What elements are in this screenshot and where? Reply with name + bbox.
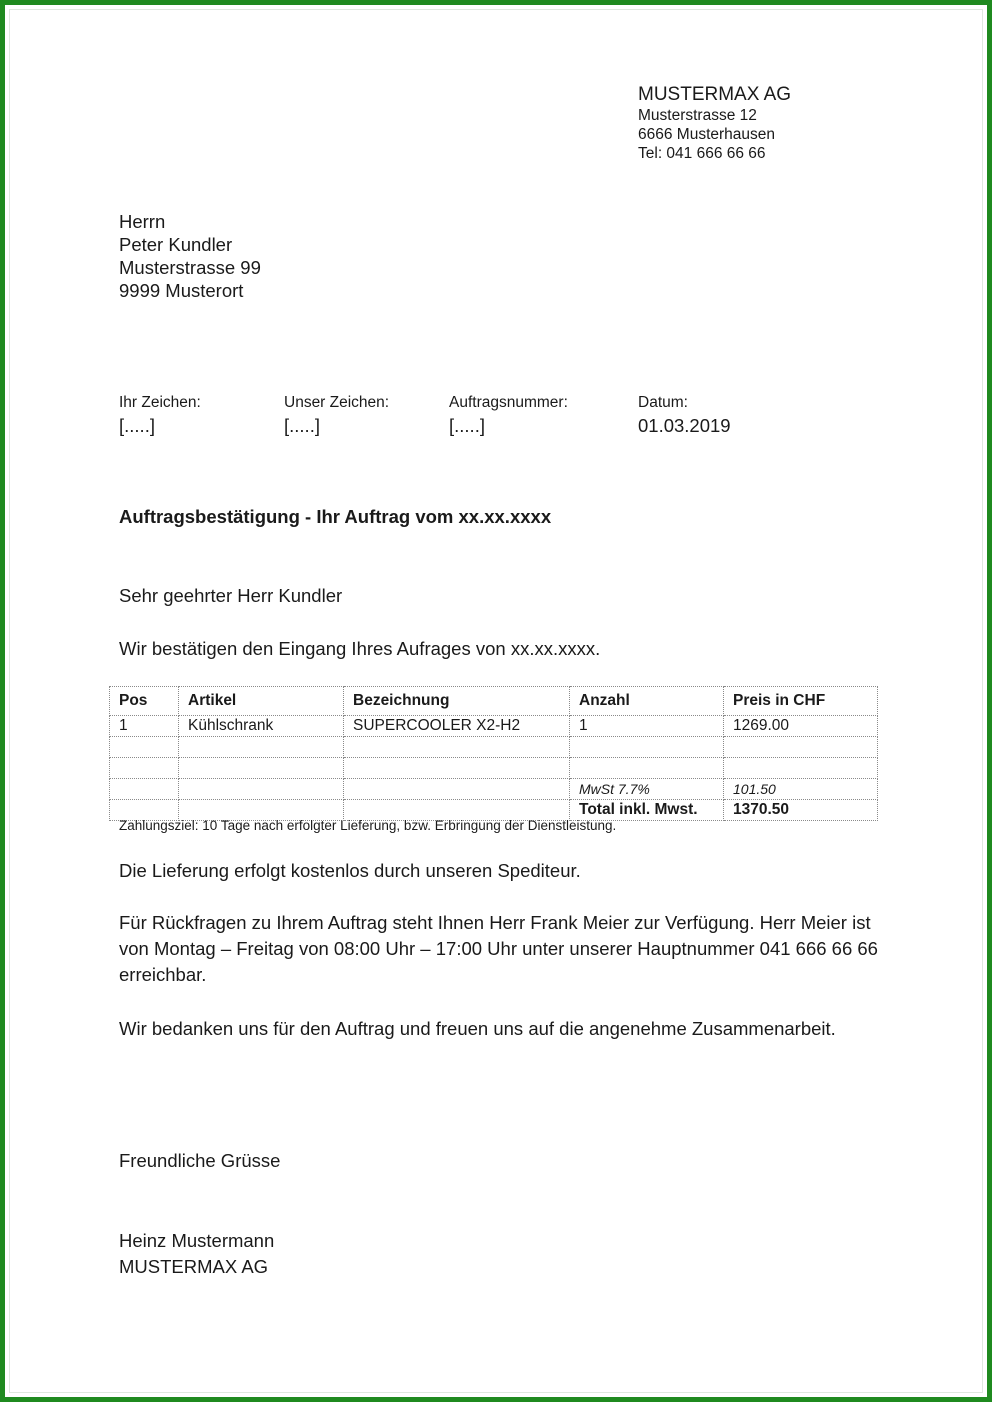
recipient-name: Peter Kundler xyxy=(119,234,233,255)
cell-pos: 1 xyxy=(110,716,179,737)
signature-block xyxy=(119,1228,274,1280)
table-row-vat xyxy=(110,779,878,800)
signature-name: Heinz Mustermann xyxy=(119,1230,275,1251)
header-article: Artikel xyxy=(179,687,344,716)
cell-price xyxy=(724,758,878,779)
vat-label: MwSt 7.7% xyxy=(570,779,724,800)
vat-value: 101.50 xyxy=(724,779,878,800)
sender-name: MUSTERMAX AG xyxy=(638,84,792,105)
cell-article xyxy=(179,758,344,779)
recipient-title: Herrn xyxy=(119,211,166,232)
total-label: Total inkl. Mwst. xyxy=(570,800,724,821)
cell-pos xyxy=(110,737,179,758)
header-description: Bezeichnung xyxy=(344,687,570,716)
cell-price xyxy=(724,737,878,758)
order-table xyxy=(109,686,878,821)
table-row xyxy=(110,737,878,758)
payment-terms: Zahlungsziel: 10 Tage nach erfolgter Lieferung, bzw. Erbringung der Dienstleistung. xyxy=(119,818,617,833)
reference-label: Unser Zeichen: xyxy=(284,394,390,411)
intro-text: Wir bestätigen den Eingang Ihres Aufrages von xx.xx.xxxx. xyxy=(119,638,601,659)
cell-empty xyxy=(344,779,570,800)
reference-value: [.....] xyxy=(119,415,155,436)
sender-street: Musterstrasse 12 xyxy=(638,107,757,124)
sender-phone: Tel: 041 666 66 66 xyxy=(638,145,766,162)
recipient-block xyxy=(119,210,261,302)
table-row xyxy=(110,716,878,737)
cell-quantity xyxy=(570,758,724,779)
reference-label: Datum: xyxy=(638,394,688,411)
thanks-paragraph: Wir bedanken uns für den Auftrag und freuen uns auf die angenehme Zusammenarbeit. xyxy=(119,1018,836,1039)
cell-description xyxy=(344,737,570,758)
table-header-row xyxy=(110,687,878,716)
closing-greeting: Freundliche Grüsse xyxy=(119,1150,281,1171)
reference-your-sign xyxy=(119,394,201,438)
cell-article xyxy=(179,737,344,758)
cell-article: Kühlschrank xyxy=(179,716,344,737)
header-price: Preis in CHF xyxy=(724,687,878,716)
cell-description: SUPERCOOLER X2-H2 xyxy=(344,716,570,737)
cell-empty xyxy=(110,779,179,800)
delivery-paragraph: Die Lieferung erfolgt kostenlos durch unseren Spediteur. xyxy=(119,860,581,881)
cell-pos xyxy=(110,758,179,779)
salutation: Sehr geehrter Herr Kundler xyxy=(119,585,343,606)
cell-price: 1269.00 xyxy=(724,716,878,737)
header-quantity: Anzahl xyxy=(570,687,724,716)
total-value: 1370.50 xyxy=(724,800,878,821)
cell-empty xyxy=(179,779,344,800)
reference-value: [.....] xyxy=(449,415,485,436)
reference-value: 01.03.2019 xyxy=(638,415,731,436)
cell-description xyxy=(344,758,570,779)
reference-date xyxy=(638,394,731,438)
reference-label: Auftragsnummer: xyxy=(449,394,568,411)
cell-quantity xyxy=(570,737,724,758)
subject-line: Auftragsbestätigung - Ihr Auftrag vom xx.xx.xxxx xyxy=(119,506,552,527)
sender-city: 6666 Musterhausen xyxy=(638,126,776,143)
cell-quantity: 1 xyxy=(570,716,724,737)
signature-company: MUSTERMAX AG xyxy=(119,1256,269,1277)
reference-value: [.....] xyxy=(284,415,320,436)
reference-order-number xyxy=(449,394,568,438)
recipient-street: Musterstrasse 99 xyxy=(119,257,261,278)
contact-paragraph: Für Rückfragen zu Ihrem Auftrag steht Ihnen Herr Frank Meier zur Verfügung. Herr Meier ist von Montag – Freitag von 08:00 Uhr – 17:00 Uhr unter unserer Hauptnummer 041 666 66 66 erreichbar. xyxy=(119,912,878,985)
table-row xyxy=(110,758,878,779)
reference-our-sign xyxy=(284,394,389,438)
header-pos: Pos xyxy=(110,687,179,716)
recipient-city: 9999 Musterort xyxy=(119,280,244,301)
sender-block xyxy=(638,84,791,163)
reference-label: Ihr Zeichen: xyxy=(119,394,201,411)
